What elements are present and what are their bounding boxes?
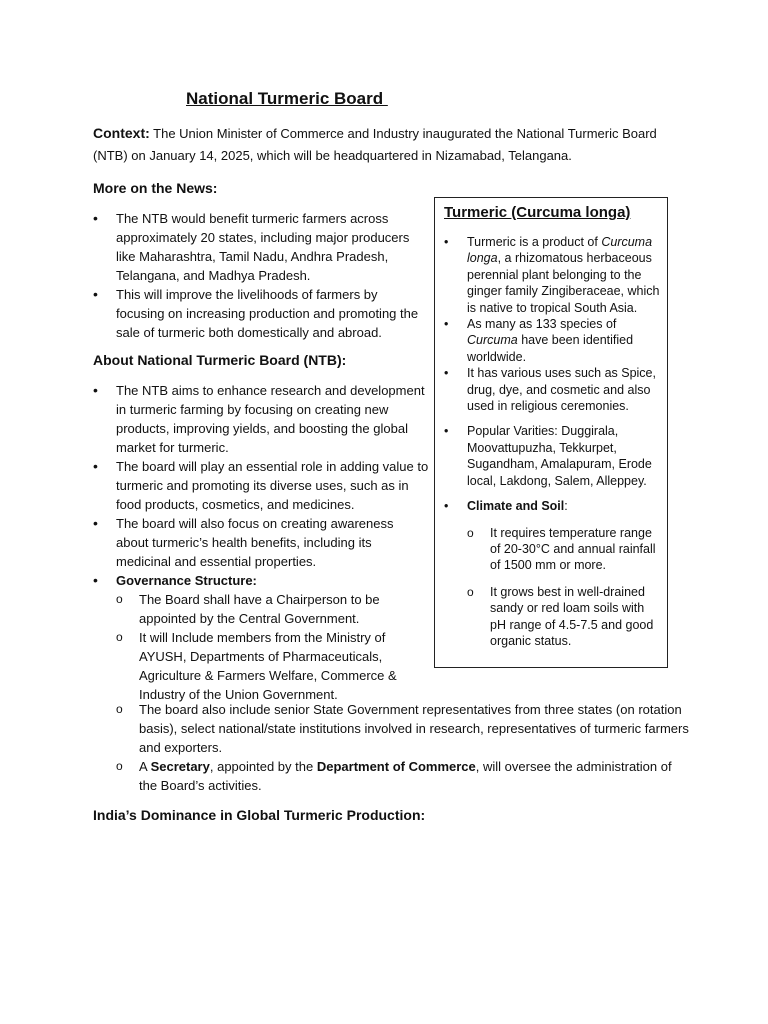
secretary-term: Secretary xyxy=(150,759,210,774)
context-text: The Union Minister of Commerce and Industry inaugurated the National Turmeric Board (NTB) on January 14, 2025, which will be headquartered in Nizamabad, Telangana. xyxy=(93,126,657,163)
list-item: • The NTB would benefit turmeric farmers across approximately 20 states, including major producers like Maharashtra, Tamil Nadu, Andhra Pradesh, Telangana, and Madhya Pradesh. xyxy=(93,209,429,285)
list-item: • As many as 133 species of Curcuma have been identified worldwide. xyxy=(444,316,662,365)
governance-sublist xyxy=(116,590,429,704)
governance-item xyxy=(93,571,429,704)
list-item: • This will improve the livelihoods of farmers by focusing on increasing production and promoting the sale of turmeric both domestically and abroad. xyxy=(93,285,429,342)
context-label: Context: xyxy=(93,125,150,141)
climate-item: • Climate and Soil: o It requires temperature range of 20-30°C and annual rainfall of 1500 mm or more. o It grows best in well-drained sandy or red loam soils with pH range of 4.5-7.5 and good organic status. xyxy=(444,498,662,649)
sidebox-list xyxy=(444,234,662,659)
about-list xyxy=(93,381,429,704)
list-item: • The board will also focus on creating awareness about turmeric’s health benefits, including its medicinal and essential properties. xyxy=(93,514,429,571)
sidebox-title: Turmeric (Curcuma longa) xyxy=(444,204,631,221)
list-item: • The board will play an essential role in adding value to turmeric and promoting its diverse uses, such as in food products, cosmetics, and medicines. xyxy=(93,457,429,514)
sub-list-item: o The Board shall have a Chairperson to be appointed by the Central Government. xyxy=(116,590,429,628)
list-item: • It has various uses such as Spice, drug, dye, and cosmetic and also used in religious ceremonies. xyxy=(444,365,662,414)
sub-list-item-secretary: o A Secretary, appointed by the Department of Commerce, will oversee the administration of the Board’s activities. xyxy=(116,757,691,795)
climate-label: Climate and Soil xyxy=(467,499,565,514)
dominance-heading: India’s Dominance in Global Turmeric Production: xyxy=(93,807,426,823)
news-heading: More on the News: xyxy=(93,180,218,196)
sub-list-item: o It requires temperature range of 20-30°C and annual rainfall of 1500 mm or more. xyxy=(467,525,662,574)
page-title: National Turmeric Board xyxy=(186,89,388,108)
turmeric-info-box xyxy=(434,197,668,668)
climate-sublist xyxy=(467,525,662,650)
list-item: • Turmeric is a product of Curcuma longa, a rhizomatous herbaceous perennial plant belonging to the ginger family Zingiberaceae, which is native to tropical South Asia. xyxy=(444,234,662,316)
list-item: • Popular Varities: Duggirala, Moovattupuzha, Tekkurpet, Sugandham, Amalapuram, Erode local, Lakdong, Salem, Alleppey. xyxy=(444,423,662,489)
sub-list-item: o It grows best in well-drained sandy or red loam soils with pH range of 4.5-7.5 and good organic status. xyxy=(467,584,662,650)
department-term: Department of Commerce xyxy=(316,759,476,774)
sub-list-item: o The board also include senior State Government representatives from three states (on rotation basis), select national/state institutions involved in research, representatives of turmeric farmers and exporters. xyxy=(116,700,691,757)
list-item: • The NTB aims to enhance research and development in turmeric farming by focusing on creating new products, improving yields, and boosting the global market for turmeric. xyxy=(93,381,429,457)
context-paragraph xyxy=(93,122,673,167)
news-list xyxy=(93,209,429,342)
about-heading: About National Turmeric Board (NTB): xyxy=(93,352,347,368)
governance-sublist-continued xyxy=(93,700,691,795)
sub-list-item: o It will Include members from the Ministry of AYUSH, Departments of Pharmaceuticals, Agriculture & Farmers Welfare, Commerce & Industry of the Union Government. xyxy=(116,628,399,704)
governance-label: Governance Structure: xyxy=(116,573,257,588)
